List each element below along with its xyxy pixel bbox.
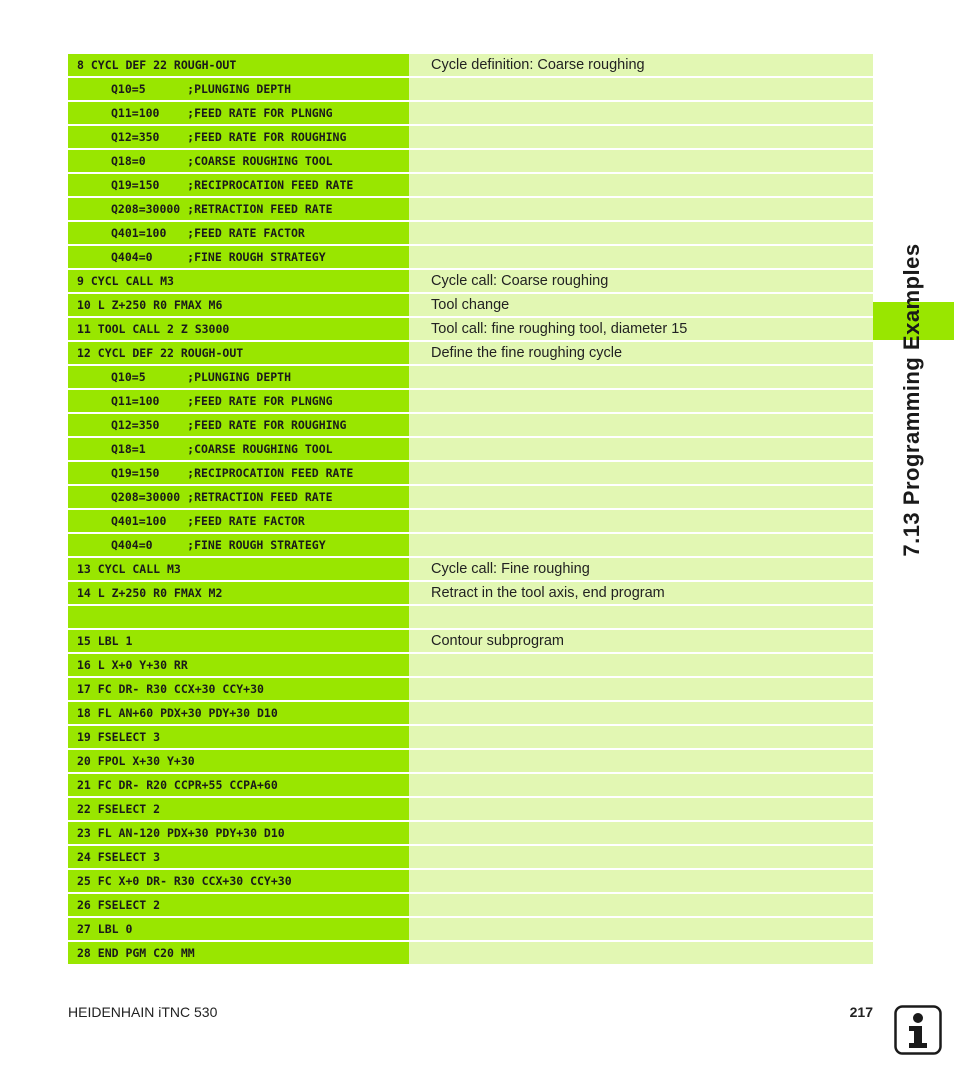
table-row: [68, 222, 873, 244]
nc-code-cell: 11 TOOL CALL 2 Z S3000: [68, 318, 409, 340]
description-cell: [409, 702, 873, 724]
description-cell: [409, 822, 873, 844]
nc-code-cell: 18 FL AN+60 PDX+30 PDY+30 D10: [68, 702, 409, 724]
description-cell: [409, 126, 873, 148]
nc-code-cell: 23 FL AN-120 PDX+30 PDY+30 D10: [68, 822, 409, 844]
description-cell: [409, 174, 873, 196]
nc-code-cell: Q19=150 ;RECIPROCATION FEED RATE: [68, 174, 409, 196]
nc-code-cell: 14 L Z+250 R0 FMAX M2: [68, 582, 409, 604]
section-title: 7.13 Programming Examples: [899, 243, 924, 557]
description-cell: [409, 414, 873, 436]
nc-code-cell: Q10=5 ;PLUNGING DEPTH: [68, 78, 409, 100]
table-row: [68, 630, 873, 652]
table-row: [68, 78, 873, 100]
nc-code-cell: 27 LBL 0: [68, 918, 409, 940]
table-row: [68, 846, 873, 868]
table-row: [68, 342, 873, 364]
footer-manual-name: HEIDENHAIN iTNC 530: [68, 1004, 218, 1020]
nc-code-cell: Q18=0 ;COARSE ROUGHING TOOL: [68, 150, 409, 172]
description-cell: [409, 654, 873, 676]
description-cell: [409, 486, 873, 508]
nc-code-cell: Q404=0 ;FINE ROUGH STRATEGY: [68, 246, 409, 268]
description-cell: [409, 366, 873, 388]
description-cell: [409, 78, 873, 100]
description-cell: [409, 246, 873, 268]
nc-code-cell: Q10=5 ;PLUNGING DEPTH: [68, 366, 409, 388]
table-row: [68, 654, 873, 676]
description-cell: [409, 678, 873, 700]
table-row: [68, 726, 873, 748]
table-row: [68, 774, 873, 796]
description-cell: [409, 510, 873, 532]
table-row: [68, 366, 873, 388]
nc-code-cell: 22 FSELECT 2: [68, 798, 409, 820]
table-row: [68, 390, 873, 412]
description-cell: [409, 942, 873, 964]
table-row: [68, 822, 873, 844]
nc-code-cell: 10 L Z+250 R0 FMAX M6: [68, 294, 409, 316]
description-cell: Contour subprogram: [409, 630, 873, 652]
description-cell: [409, 102, 873, 124]
description-cell: [409, 198, 873, 220]
table-row: [68, 102, 873, 124]
nc-code-cell: 24 FSELECT 3: [68, 846, 409, 868]
nc-code-cell: Q11=100 ;FEED RATE FOR PLNGNG: [68, 390, 409, 412]
table-row: [68, 270, 873, 292]
nc-code-cell: 13 CYCL CALL M3: [68, 558, 409, 580]
table-row: [68, 294, 873, 316]
description-cell: [409, 918, 873, 940]
table-row: [68, 462, 873, 484]
page-number: 217: [849, 1004, 873, 1020]
nc-code-cell: 26 FSELECT 2: [68, 894, 409, 916]
description-cell: [409, 894, 873, 916]
table-row: [68, 942, 873, 964]
table-row: [68, 870, 873, 892]
table-row: [68, 198, 873, 220]
table-row: [68, 438, 873, 460]
description-cell: Cycle call: Coarse roughing: [409, 270, 873, 292]
table-row: [68, 558, 873, 580]
table-row: [68, 174, 873, 196]
nc-code-cell: 21 FC DR- R20 CCPR+55 CCPA+60: [68, 774, 409, 796]
description-cell: [409, 534, 873, 556]
nc-code-cell: Q11=100 ;FEED RATE FOR PLNGNG: [68, 102, 409, 124]
nc-code-cell: Q12=350 ;FEED RATE FOR ROUGHING: [68, 414, 409, 436]
nc-code-cell: Q208=30000 ;RETRACTION FEED RATE: [68, 198, 409, 220]
description-cell: Cycle call: Fine roughing: [409, 558, 873, 580]
table-row: [68, 798, 873, 820]
description-cell: Retract in the tool axis, end program: [409, 582, 873, 604]
description-cell: [409, 774, 873, 796]
nc-code-cell: Q12=350 ;FEED RATE FOR ROUGHING: [68, 126, 409, 148]
nc-code-cell: [68, 606, 409, 628]
table-row: [68, 150, 873, 172]
description-cell: [409, 390, 873, 412]
nc-code-cell: 16 L X+0 Y+30 RR: [68, 654, 409, 676]
table-row: [68, 606, 873, 628]
table-row: [68, 318, 873, 340]
table-row: [68, 918, 873, 940]
description-cell: [409, 846, 873, 868]
nc-code-cell: 12 CYCL DEF 22 ROUGH-OUT: [68, 342, 409, 364]
table-row: [68, 894, 873, 916]
nc-code-cell: Q19=150 ;RECIPROCATION FEED RATE: [68, 462, 409, 484]
description-cell: Define the fine roughing cycle: [409, 342, 873, 364]
table-row: [68, 702, 873, 724]
nc-code-cell: Q401=100 ;FEED RATE FACTOR: [68, 222, 409, 244]
description-cell: Tool call: fine roughing tool, diameter 15: [409, 318, 873, 340]
description-cell: [409, 798, 873, 820]
description-cell: [409, 438, 873, 460]
description-cell: [409, 750, 873, 772]
description-cell: Cycle definition: Coarse roughing: [409, 54, 873, 76]
nc-code-cell: 20 FPOL X+30 Y+30: [68, 750, 409, 772]
nc-code-cell: 9 CYCL CALL M3: [68, 270, 409, 292]
program-listing-table: [68, 54, 873, 966]
table-row: [68, 126, 873, 148]
nc-code-cell: Q18=1 ;COARSE ROUGHING TOOL: [68, 438, 409, 460]
table-row: [68, 582, 873, 604]
nc-code-cell: Q404=0 ;FINE ROUGH STRATEGY: [68, 534, 409, 556]
nc-code-cell: 17 FC DR- R30 CCX+30 CCY+30: [68, 678, 409, 700]
nc-code-cell: 28 END PGM C20 MM: [68, 942, 409, 964]
description-cell: [409, 606, 873, 628]
table-row: [68, 534, 873, 556]
description-cell: [409, 222, 873, 244]
table-row: [68, 510, 873, 532]
nc-code-cell: 15 LBL 1: [68, 630, 409, 652]
description-cell: Tool change: [409, 294, 873, 316]
table-row: [68, 246, 873, 268]
nc-code-cell: 19 FSELECT 3: [68, 726, 409, 748]
description-cell: [409, 870, 873, 892]
nc-code-cell: 25 FC X+0 DR- R30 CCX+30 CCY+30: [68, 870, 409, 892]
nc-code-cell: Q401=100 ;FEED RATE FACTOR: [68, 510, 409, 532]
table-row: [68, 678, 873, 700]
description-cell: [409, 726, 873, 748]
info-icon: [894, 1005, 942, 1055]
table-row: [68, 54, 873, 76]
table-row: [68, 486, 873, 508]
nc-code-cell: Q208=30000 ;RETRACTION FEED RATE: [68, 486, 409, 508]
description-cell: [409, 462, 873, 484]
nc-code-cell: 8 CYCL DEF 22 ROUGH-OUT: [68, 54, 409, 76]
table-row: [68, 750, 873, 772]
table-row: [68, 414, 873, 436]
description-cell: [409, 150, 873, 172]
